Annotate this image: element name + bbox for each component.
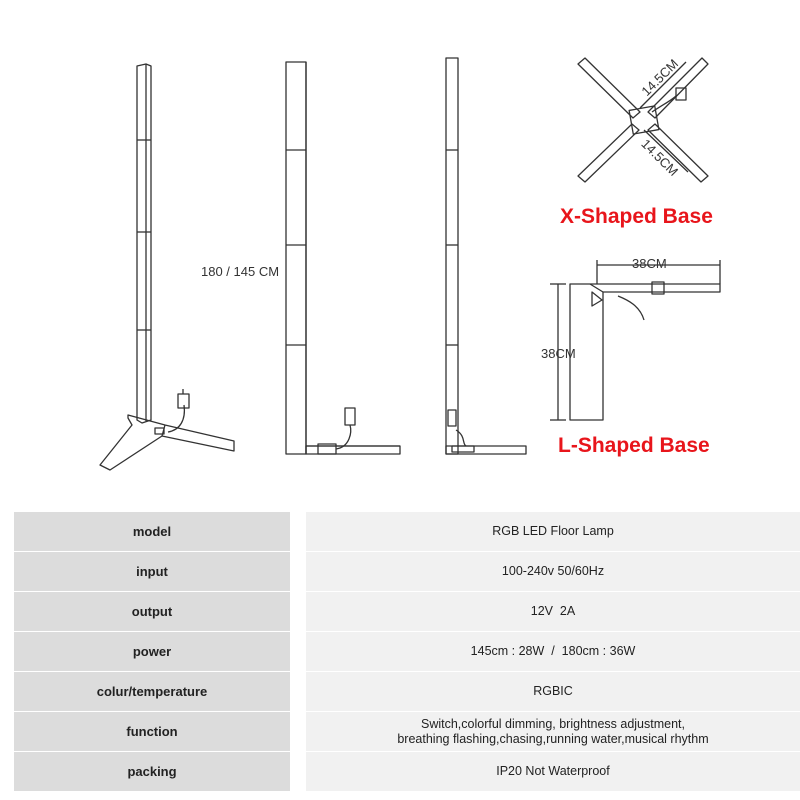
spec-row-packing (14, 752, 800, 792)
spec-value: 100-240v 50/60Hz (298, 552, 800, 592)
spec-row-colour-temperature (14, 672, 800, 712)
spec-table (14, 512, 800, 792)
spec-value: 12V 2A (298, 592, 800, 632)
spec-value: 145cm : 28W / 180cm : 36W (298, 632, 800, 672)
spec-row-function (14, 712, 800, 752)
lamp-side-view (446, 58, 526, 454)
l-base-height-label: 38CM (541, 346, 576, 361)
lamp-front-view (286, 62, 400, 454)
spec-value: RGBIC (298, 672, 800, 712)
spec-row-model (14, 512, 800, 552)
spec-value: RGB LED Floor Lamp (298, 512, 800, 552)
x-base-drawing (578, 58, 708, 182)
l-base-width-label: 38CM (632, 256, 667, 271)
function-line-2: breathing flashing,chasing,running water,musical rhythm (397, 731, 709, 746)
height-label: 180 / 145 CM (201, 264, 280, 279)
l-base-drawing (550, 260, 720, 420)
spec-row-output (14, 592, 800, 632)
x-base-arm-bottom-label: 14.5CM (638, 136, 682, 179)
spec-value (298, 712, 800, 752)
function-line-1: Switch,colorful dimming, brightness adjustment, (420, 716, 685, 731)
spec-label: packing (14, 752, 298, 792)
spec-row-input (14, 552, 800, 592)
spec-label: input (14, 552, 298, 592)
spec-row-power (14, 632, 800, 672)
spec-label: model (14, 512, 298, 552)
spec-label: output (14, 592, 298, 632)
spec-label: colur/temperature (14, 672, 298, 712)
spec-value: IP20 Not Waterproof (298, 752, 800, 792)
spec-label: power (14, 632, 298, 672)
x-base-arm-top-label: 14.5CM (638, 56, 682, 99)
l-base-title: L-Shaped Base (558, 434, 710, 457)
x-base-title: X-Shaped Base (560, 205, 713, 228)
spec-label: function (14, 712, 298, 752)
